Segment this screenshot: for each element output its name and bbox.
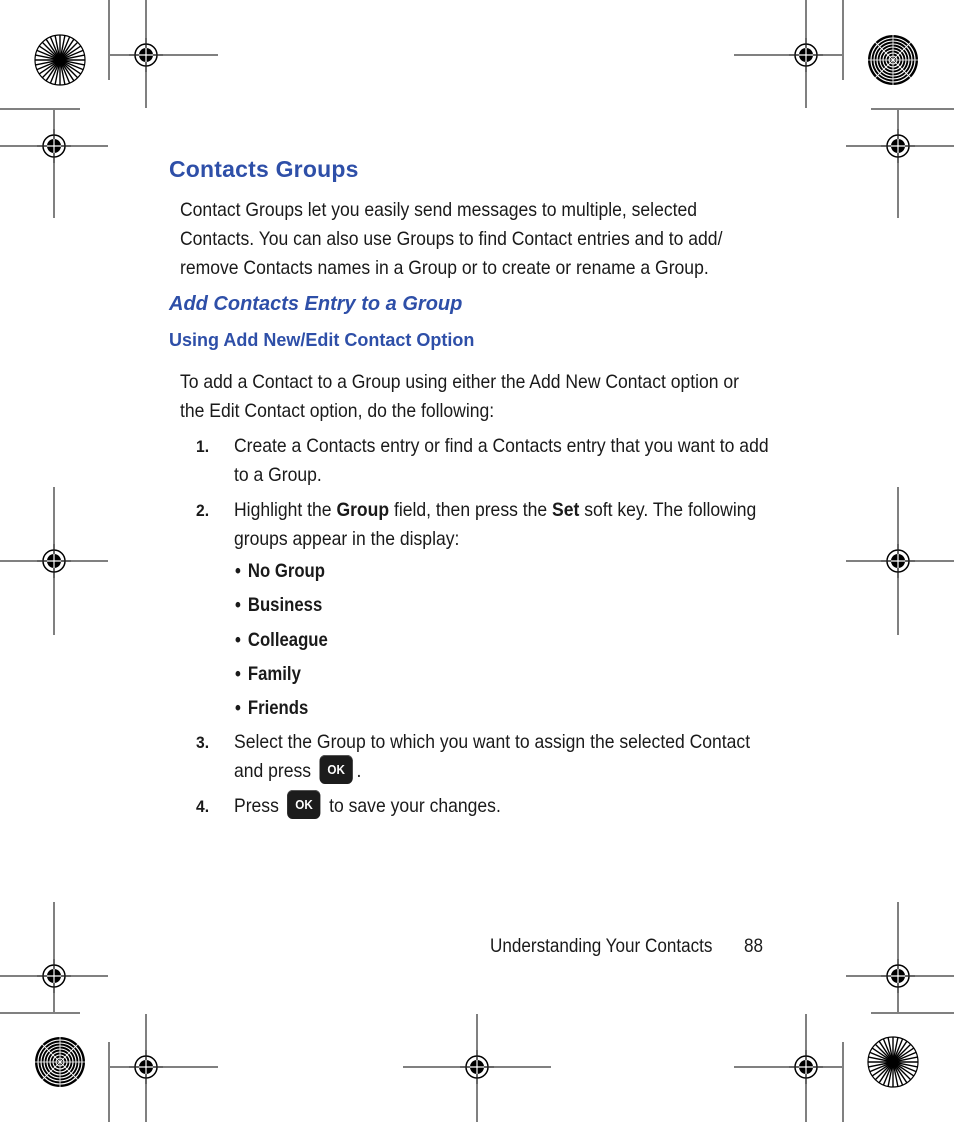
group-list-item: • No Group bbox=[235, 561, 325, 582]
step-text-part: Press bbox=[234, 795, 284, 817]
group-list-item: • Friends bbox=[235, 698, 309, 720]
step-number: 3. bbox=[196, 733, 210, 752]
group-name: Business bbox=[247, 595, 323, 617]
subsection-title: Add Contacts Entry to a Group bbox=[169, 293, 463, 315]
set-softkey-name: Set bbox=[552, 499, 580, 521]
section-intro: Contact Groups let you easily send messages to multiple, selected Contacts. You can also use Groups to find Contact entries and to add/ remove Contacts names in a Group or to create or rename a Group. bbox=[180, 199, 723, 279]
step-number: 1. bbox=[196, 437, 210, 456]
group-list-item: • Colleague bbox=[235, 629, 328, 651]
subsection-subheading: Using Add New/Edit Contact Option bbox=[169, 330, 475, 350]
section-title: Contacts Groups bbox=[169, 156, 359, 182]
group-field-name: Group bbox=[336, 499, 390, 521]
subsection-intro: To add a Contact to a Group using either the Add New Contact option or the Edit Contact option, do the following: bbox=[180, 371, 740, 422]
step-number: 2. bbox=[196, 501, 210, 520]
step-text: Create a Contacts entry or find a Contacts entry that you want to add to a Group. bbox=[234, 435, 769, 486]
group-name: Colleague bbox=[247, 629, 328, 651]
ok-key-icon: OK bbox=[320, 755, 353, 784]
step-text-part: to save your changes. bbox=[324, 795, 501, 817]
footer-page-number: 88 bbox=[744, 936, 764, 957]
ok-key-icon: OK bbox=[287, 790, 320, 819]
step-text bbox=[234, 728, 774, 786]
step-text-part: . bbox=[356, 760, 362, 782]
step-text-part: Select the Group to which you want to assign the selected Contact and press bbox=[234, 731, 751, 782]
group-name: No Group bbox=[247, 561, 325, 582]
group-name: Family bbox=[247, 663, 301, 685]
footer-chapter-title: Understanding Your Contacts bbox=[490, 936, 713, 957]
step-text-part: Highlight the bbox=[234, 499, 337, 521]
group-list-item: • Family bbox=[235, 663, 301, 685]
step-text-part: soft key. The following groups appear in the display: bbox=[234, 499, 757, 550]
step-text-part: field, then press the bbox=[389, 499, 553, 521]
step-number: 4. bbox=[196, 797, 210, 816]
step-text bbox=[234, 496, 774, 554]
group-list bbox=[235, 557, 340, 728]
step-text bbox=[234, 792, 774, 821]
group-name: Friends bbox=[247, 698, 309, 720]
group-list-item: • Business bbox=[235, 595, 323, 617]
